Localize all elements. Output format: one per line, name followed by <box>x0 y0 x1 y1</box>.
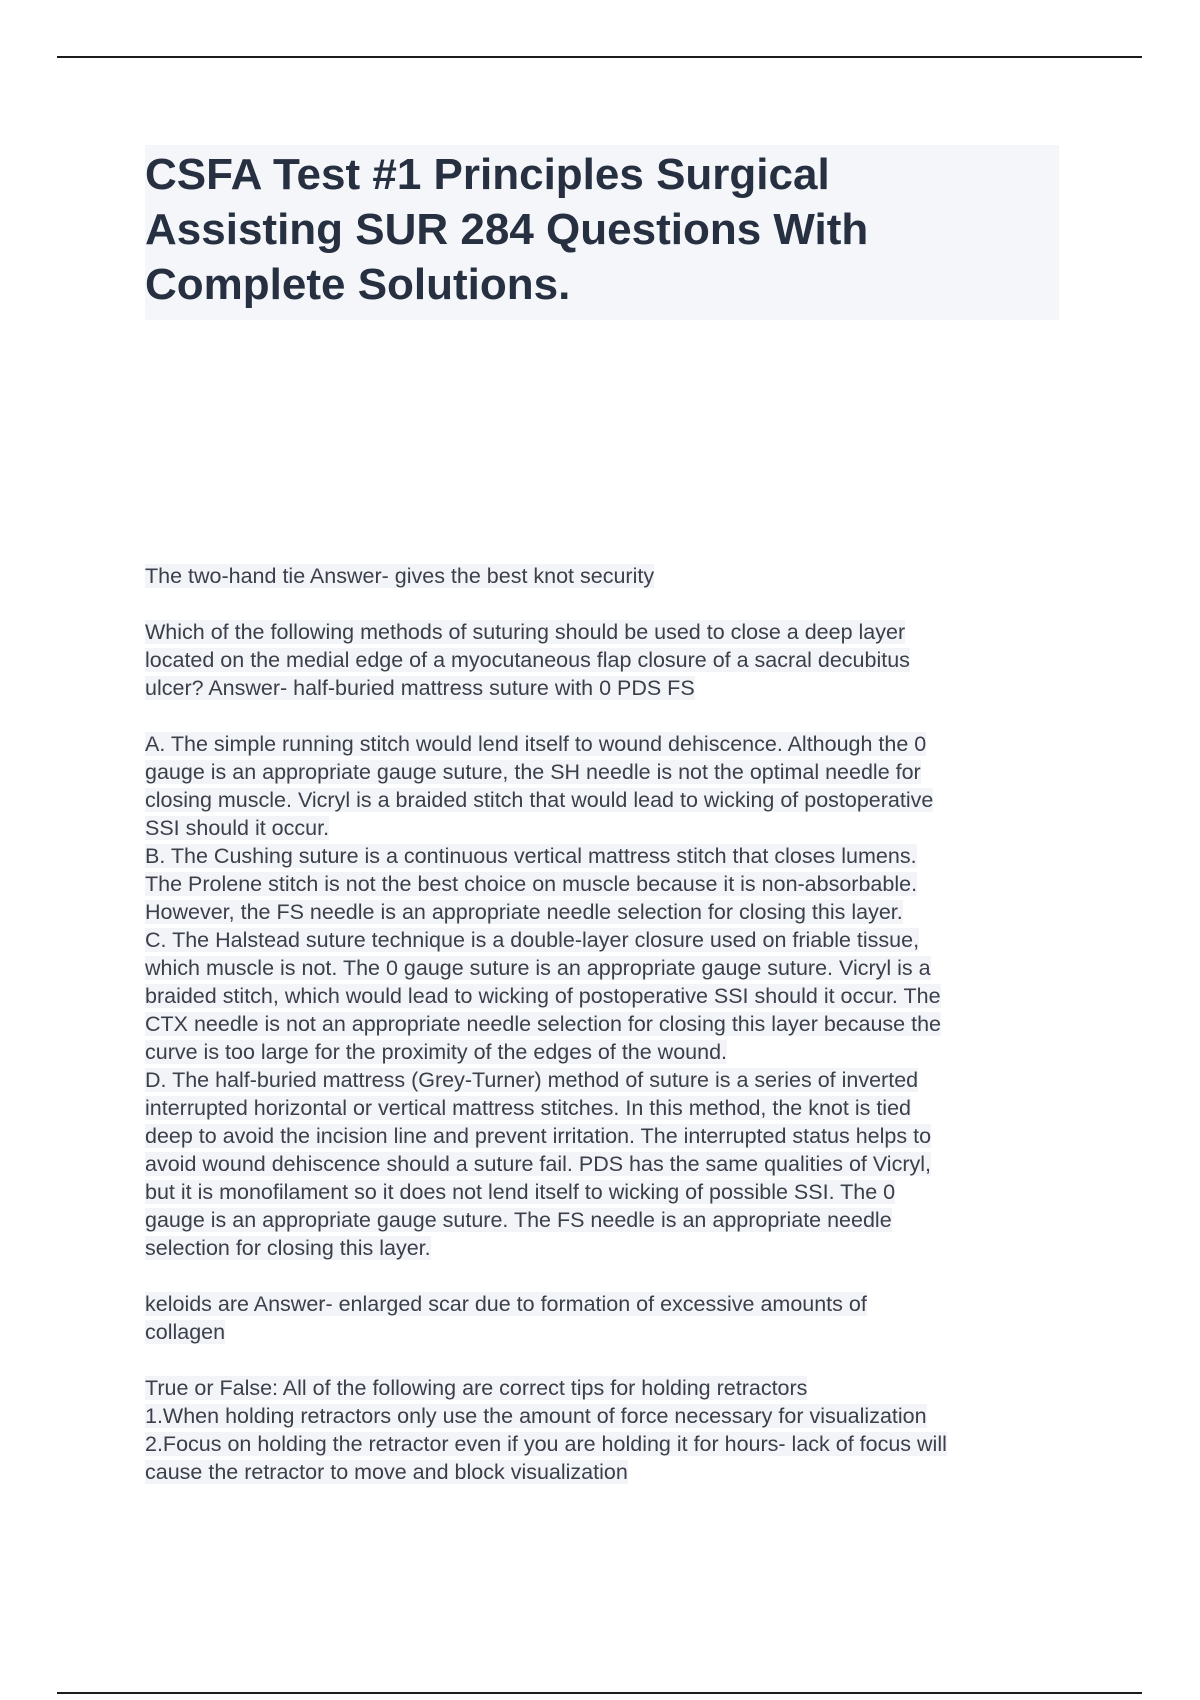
text-line <box>145 730 1050 758</box>
text-line <box>145 618 1050 646</box>
title-line: Assisting SUR 284 Questions With <box>145 205 869 254</box>
text-line-content: 1.When holding retractors only use the amount of force necessary for visualization <box>145 1404 927 1428</box>
text-line <box>145 1178 1050 1206</box>
footer-rule <box>57 1692 1142 1694</box>
text-line-content: A. The simple running stitch would lend itself to wound dehiscence. Although the 0 <box>145 732 927 756</box>
text-line-content: However, the FS needle is an appropriate needle selection for closing this layer. <box>145 900 903 924</box>
text-line <box>145 954 1050 982</box>
text-line <box>145 1122 1050 1150</box>
text-line-content: The Prolene stitch is not the best choice on muscle because it is non-absorbable. <box>145 872 918 896</box>
text-line-content: C. The Halstead suture technique is a double-layer closure used on friable tissue, <box>145 928 920 952</box>
text-line-content: which muscle is not. The 0 gauge suture is an appropriate gauge suture. Vicryl is a <box>145 956 931 980</box>
text-line <box>145 646 1050 674</box>
text-line <box>145 926 1050 954</box>
text-line-content: gauge is an appropriate gauge suture, the SH needle is not the optimal needle for <box>145 760 921 784</box>
text-line-content: but it is monofilament so it does not lend itself to wicking of possible SSI. The 0 <box>145 1180 896 1204</box>
text-line <box>145 1374 1050 1402</box>
text-line-content: keloids are Answer- enlarged scar due to formation of excessive amounts of <box>145 1292 867 1316</box>
text-line <box>145 674 1050 702</box>
text-line <box>145 758 1050 786</box>
text-line-content: 2.Focus on holding the retractor even if you are holding it for hours- lack of focus will <box>145 1432 947 1456</box>
document-body <box>145 562 1050 1514</box>
text-line-content: SSI should it occur. <box>145 816 330 840</box>
text-line <box>145 1066 1050 1094</box>
text-line-content: Which of the following methods of suturing should be used to close a deep layer <box>145 620 906 644</box>
qa-entry <box>145 562 1050 590</box>
text-line-content: closing muscle. Vicryl is a braided stitch that would lead to wicking of postoperative <box>145 788 934 812</box>
text-line-content: interrupted horizontal or vertical mattress stitches. In this method, the knot is tied <box>145 1096 911 1120</box>
document-title <box>145 147 1055 312</box>
text-line <box>145 1402 1050 1430</box>
text-line <box>145 1290 1050 1318</box>
text-line <box>145 1430 1050 1458</box>
title-line: Complete Solutions. <box>145 260 571 309</box>
text-line <box>145 1150 1050 1178</box>
text-line-content: ulcer? Answer- half-buried mattress suture with 0 PDS FS <box>145 676 695 700</box>
text-line <box>145 1318 1050 1346</box>
text-line-content: selection for closing this layer. <box>145 1236 431 1260</box>
text-line-content: cause the retractor to move and block visualization <box>145 1460 628 1484</box>
text-line <box>145 982 1050 1010</box>
text-line <box>145 814 1050 842</box>
text-line <box>145 870 1050 898</box>
text-line <box>145 1094 1050 1122</box>
text-line <box>145 1038 1050 1066</box>
text-line-content: True or False: All of the following are correct tips for holding retractors <box>145 1376 808 1400</box>
text-line-content: avoid wound dehiscence should a suture fail. PDS has the same qualities of Vicryl, <box>145 1152 931 1176</box>
header-rule <box>57 56 1142 58</box>
text-line <box>145 1234 1050 1262</box>
text-line <box>145 1458 1050 1486</box>
text-line-content: braided stitch, which would lead to wicking of postoperative SSI should it occur. The <box>145 984 941 1008</box>
text-line <box>145 898 1050 926</box>
text-line-content: deep to avoid the incision line and prevent irritation. The interrupted status helps to <box>145 1124 932 1148</box>
text-line <box>145 842 1050 870</box>
text-line <box>145 786 1050 814</box>
qa-entry <box>145 1290 1050 1346</box>
text-line-content: CTX needle is not an appropriate needle selection for closing this layer because the <box>145 1012 941 1036</box>
qa-entry <box>145 730 1050 1262</box>
qa-entry <box>145 618 1050 702</box>
qa-entry <box>145 1374 1050 1486</box>
title-line: CSFA Test #1 Principles Surgical <box>145 150 830 199</box>
title-block <box>145 145 1059 320</box>
text-line <box>145 1206 1050 1234</box>
text-line-content: located on the medial edge of a myocutaneous flap closure of a sacral decubitus <box>145 648 910 672</box>
text-line-content: D. The half-buried mattress (Grey-Turner) method of suture is a series of inverted <box>145 1068 919 1092</box>
text-line-content: B. The Cushing suture is a continuous vertical mattress stitch that closes lumens. <box>145 844 917 868</box>
text-line <box>145 562 1050 590</box>
text-line-content: curve is too large for the proximity of the edges of the wound. <box>145 1040 728 1064</box>
text-line-content: collagen <box>145 1320 226 1344</box>
text-line-content: The two-hand tie Answer- gives the best knot security <box>145 564 655 588</box>
text-line <box>145 1010 1050 1038</box>
text-line-content: gauge is an appropriate gauge suture. The FS needle is an appropriate needle <box>145 1208 892 1232</box>
